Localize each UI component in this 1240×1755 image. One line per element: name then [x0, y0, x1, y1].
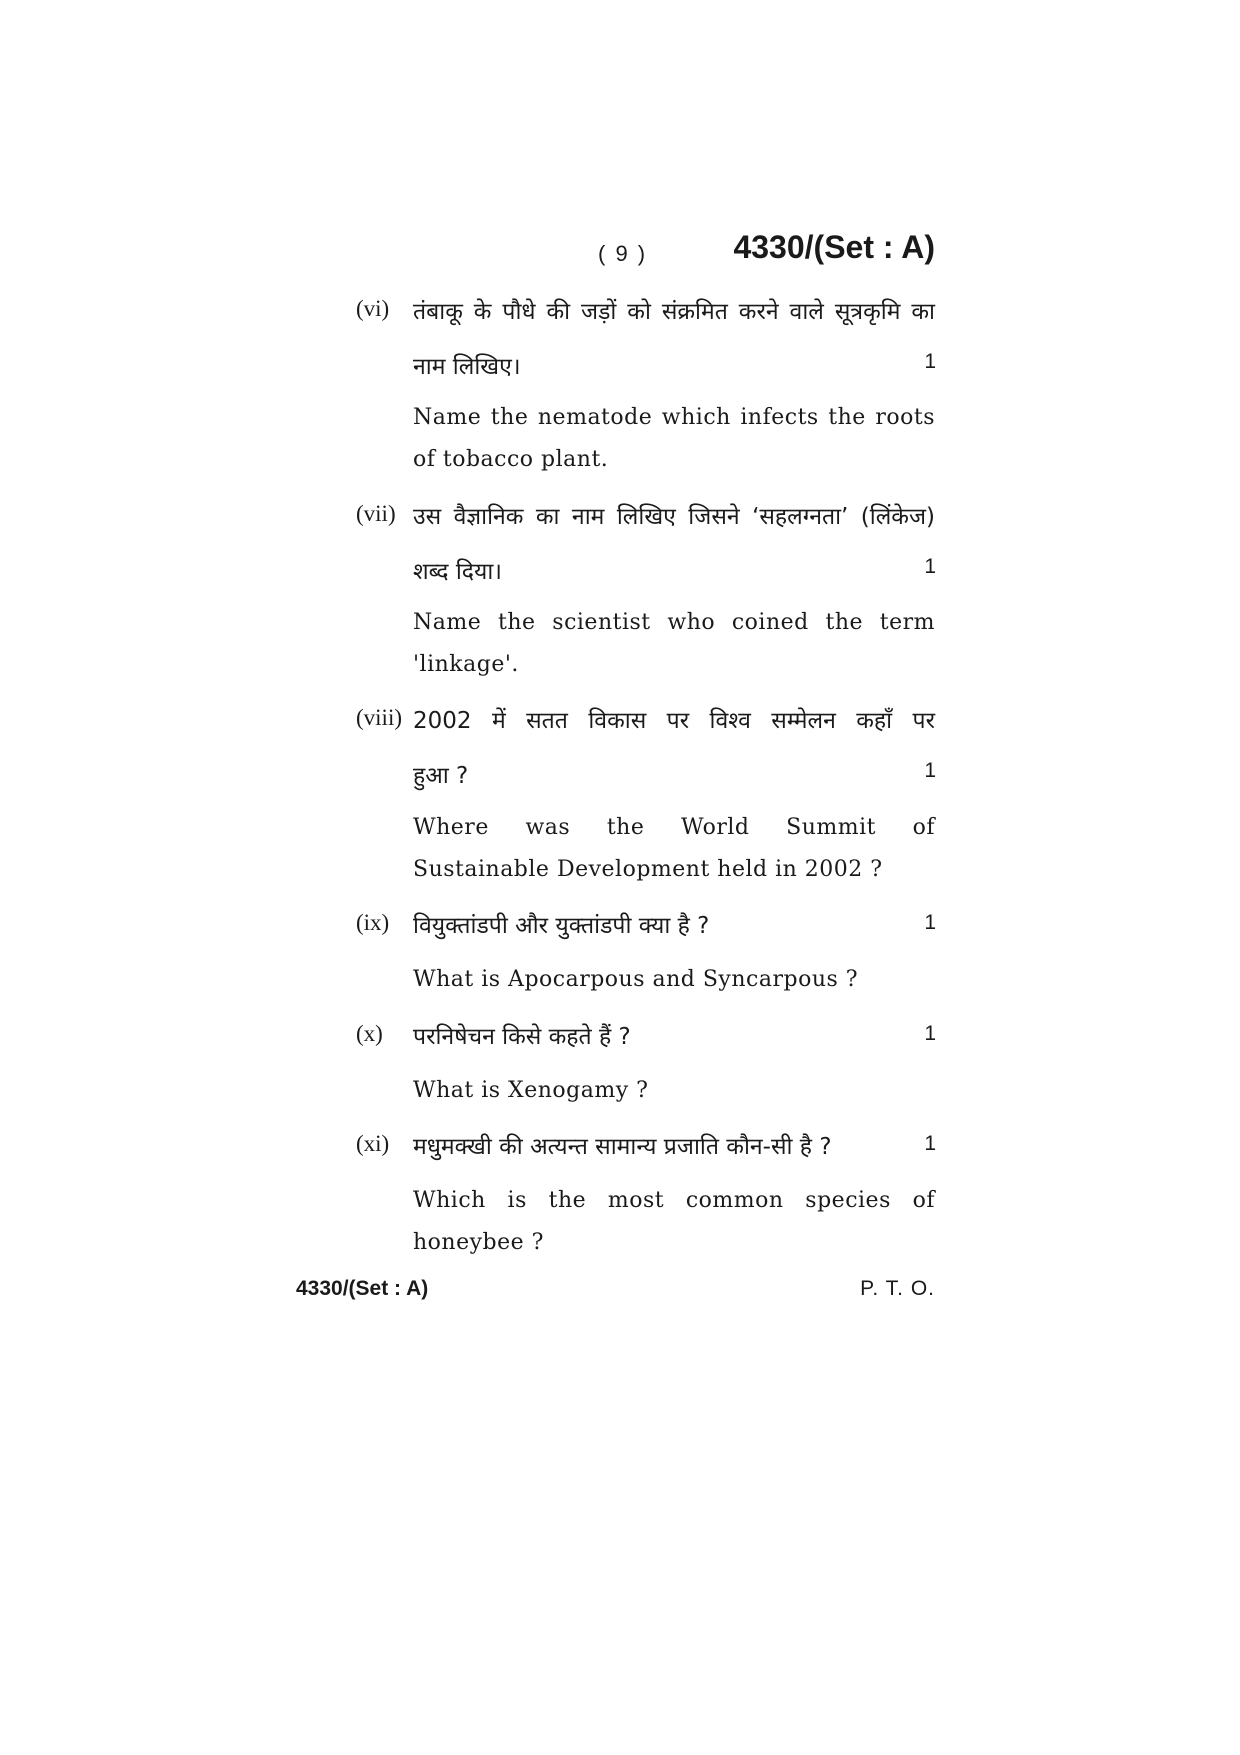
question-hindi-text: 2002 में सतत विकास पर विश्व सम्मेलन कहाँ पर: [413, 708, 935, 734]
question-number: (viii): [356, 705, 402, 730]
question-hindi-text-continued: नाम लिखिए।: [413, 354, 521, 380]
english-line: Sustainable Development held in 2002 ?: [413, 857, 883, 882]
question-hindi-text: परनिषेचन किसे कहते हैं ?: [413, 1024, 631, 1050]
question-english-text: [413, 959, 935, 1001]
question-english-text: [413, 602, 935, 686]
english-line: Name the nematode which infects the roots: [413, 405, 935, 430]
question-hindi-text: तंबाकू के पौधे की जड़ों को संक्रमित करने वाले सूत्रकृमि का: [413, 299, 935, 325]
english-line: Name the scientist who coined the term: [413, 610, 935, 635]
question-hindi-text-continued: हुआ ?: [413, 763, 469, 789]
question-marks: 1: [924, 1132, 936, 1155]
english-line: What is Xenogamy ?: [413, 1078, 649, 1103]
english-line: 'linkage'.: [413, 652, 519, 677]
question-marks: 1: [924, 911, 936, 934]
question-english-text: [413, 1070, 935, 1112]
question-english-text: [413, 807, 935, 891]
paper-code-header: 4330/(Set : A): [733, 229, 935, 265]
english-line: Where was the World Summit of: [413, 815, 935, 840]
question-hindi-text-continued: शब्द दिया।: [413, 559, 503, 585]
question-marks: 1: [924, 759, 936, 782]
question-number: (vii): [356, 501, 396, 526]
english-line: Which is the most common species of: [413, 1188, 935, 1213]
question-english-text: [413, 397, 935, 481]
english-line: of tobacco plant.: [413, 447, 609, 472]
question-marks: 1: [924, 350, 936, 373]
question-hindi-text: उस वैज्ञानिक का नाम लिखिए जिसने ‘सहलग्नता’ (लिंकेज): [413, 504, 935, 530]
page-number: ( 9 ): [598, 241, 648, 266]
question-number: (ix): [356, 910, 390, 935]
question-english-text: [413, 1180, 935, 1264]
question-hindi-text: वियुक्तांडपी और युक्तांडपी क्या है ?: [413, 913, 710, 939]
question-number: (vi): [356, 296, 390, 321]
question-marks: 1: [924, 555, 936, 578]
paper-code-footer: 4330/(Set : A): [296, 1277, 429, 1300]
question-number: (x): [356, 1021, 383, 1046]
question-hindi-text: मधुमक्खी की अत्यन्त सामान्य प्रजाति कौन-सी है ?: [413, 1134, 832, 1160]
please-turn-over: P. T. O.: [860, 1277, 935, 1300]
english-line: honeybee ?: [413, 1230, 544, 1255]
question-number: (xi): [356, 1131, 390, 1156]
english-line: What is Apocarpous and Syncarpous ?: [413, 967, 859, 992]
question-marks: 1: [924, 1022, 936, 1045]
